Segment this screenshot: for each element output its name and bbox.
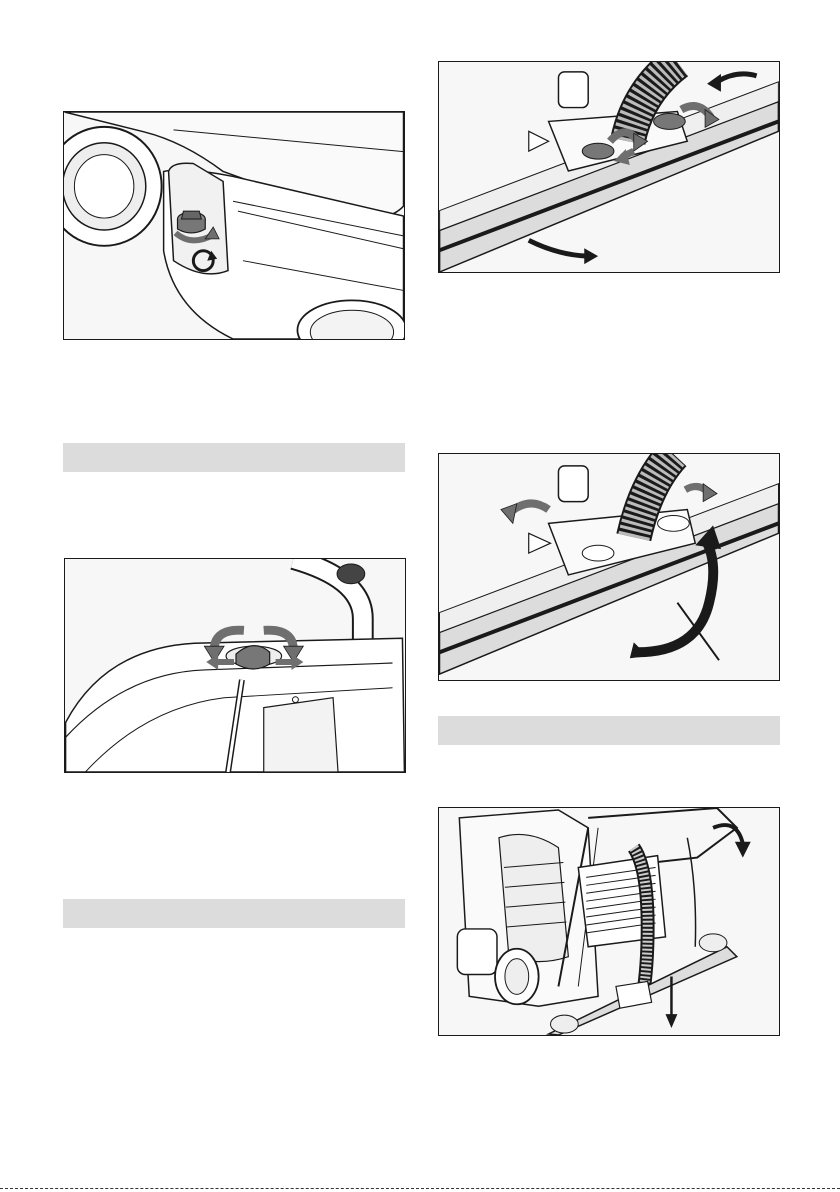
squeegee-tilt-icon: [439, 454, 779, 680]
section-header-bar: [438, 716, 780, 745]
handle-knob-turn-icon: [65, 559, 405, 772]
figure-squeegee-tilt: [438, 453, 780, 681]
figure-knob-housing: [63, 111, 405, 340]
figure-handle-knob: [64, 558, 406, 773]
section-header-bar: [63, 443, 405, 472]
knob-turn-icon: [64, 112, 404, 339]
section-header-bar: [63, 899, 405, 928]
figure-machine-squeegee: [438, 807, 780, 1036]
page-bottom-rule: [0, 1188, 840, 1189]
machine-squeegee-hose-icon: [439, 808, 779, 1035]
figure-squeegee-wing-nuts: [438, 61, 780, 273]
squeegee-wing-nuts-icon: [439, 62, 779, 272]
